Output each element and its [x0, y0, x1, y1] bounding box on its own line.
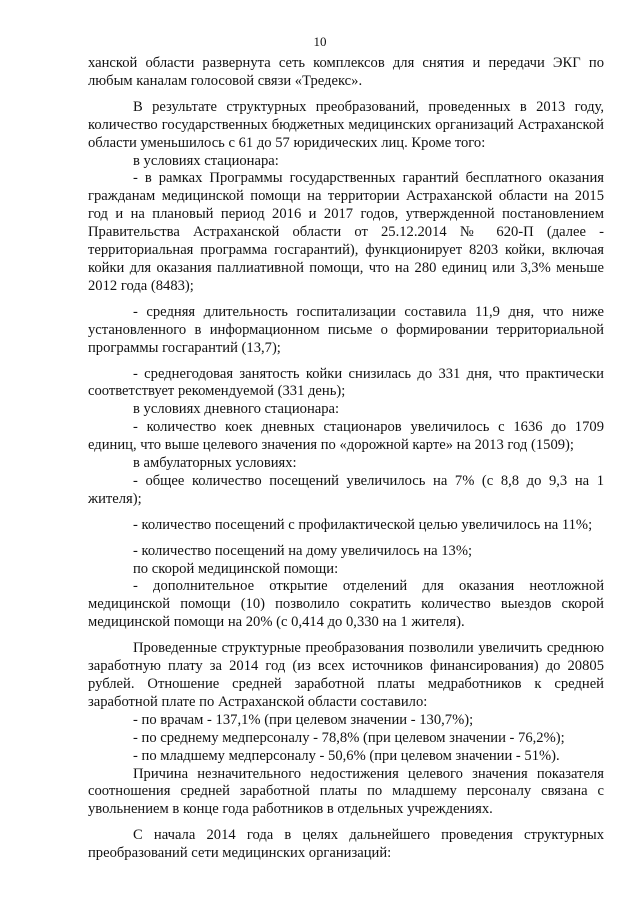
- page-number: 10: [313, 34, 327, 49]
- paragraph: - количество посещений с профилактической целью увеличилось на 11%;: [133, 516, 593, 533]
- paragraph: - количество посещений на дому увеличилось на 13%;: [133, 542, 473, 559]
- paragraph: в условиях стационара:: [133, 152, 279, 169]
- paragraph: в условиях дневного стационара:: [133, 401, 340, 418]
- paragraph: В результате структурных преобразований, проведенных в 2013 году, количество государственных бюджетных медицинских организаций Астраханской области уменьшилось с 61 до 57 юридических лиц. Кроме того:: [88, 98, 604, 151]
- paragraph: Причина незначительного недостижения целевого значения показателя соотношения средней заработной платы по младшему персоналу связана с увольнением в конце года работников в отдельных учреждениях.: [88, 765, 604, 818]
- paragraph: - средняя длительность госпитализации составила 11,9 дня, что ниже установленного в информационном письме о формировании территориальной программы госгарантий (13,7);: [88, 303, 604, 356]
- paragraph: - по младшему медперсоналу - 50,6% (при целевом значении - 51%).: [133, 747, 560, 764]
- paragraph: по скорой медицинской помощи:: [133, 560, 339, 577]
- paragraph: - количество коек дневных стационаров увеличилось с 1636 до 1709 единиц, что выше целевого значения по «дорожной карте» на 2013 год (1509);: [88, 419, 604, 454]
- paragraph: - по врачам - 137,1% (при целевом значении - 130,7%);: [133, 711, 474, 728]
- paragraph: - дополнительное открытие отделений для оказания неотложной медицинской помощи (10) позволило сократить количество выездов скорой медицинской помощи на 20% (с 0,414 до 0,330 на 1 жителя).: [88, 578, 604, 631]
- paragraph: в амбулаторных условиях:: [133, 455, 297, 472]
- paragraph: ханской области развернута сеть комплексов для снятия и передачи ЭКГ по любым каналам голосовой связи «Тредекс».: [88, 55, 604, 89]
- document-body: [88, 55, 604, 863]
- paragraph: - по среднему медперсоналу - 78,8% (при целевом значении - 76,2%);: [133, 729, 565, 746]
- paragraph: - в рамках Программы государственных гарантий бесплатного оказания гражданам медицинской помощи на территории Астраханской области на 2015 год и на плановый период 2016 и 2017 годов, утвержденной постановлением Правительства Астраханской области от 25.12.2014 № 620-П (далее - территориальная программа госгарантий), функционирует 8203 койки, включая койки для оказания паллиативной помощи, что на 280 единиц или 3,3% меньше 2012 года (8483);: [88, 170, 604, 294]
- paragraph: - общее количество посещений увеличилось на 7% (с 8,8 до 9,3 на 1 жителя);: [88, 472, 604, 507]
- paragraph: Проведенные структурные преобразования позволили увеличить среднюю заработную плату за 2014 год (из всех источников финансирования) до 20805 рублей. Отношение средней заработной платы медработников к средней заработной плате по Астраханской области составило:: [88, 640, 604, 710]
- paragraph: - среднегодовая занятость койки снизилась до 331 дня, что практически соответствует рекомендуемой (331 день);: [88, 365, 604, 400]
- paragraph: С начала 2014 года в целях дальнейшего проведения структурных преобразований сети медицинских организаций:: [88, 827, 604, 862]
